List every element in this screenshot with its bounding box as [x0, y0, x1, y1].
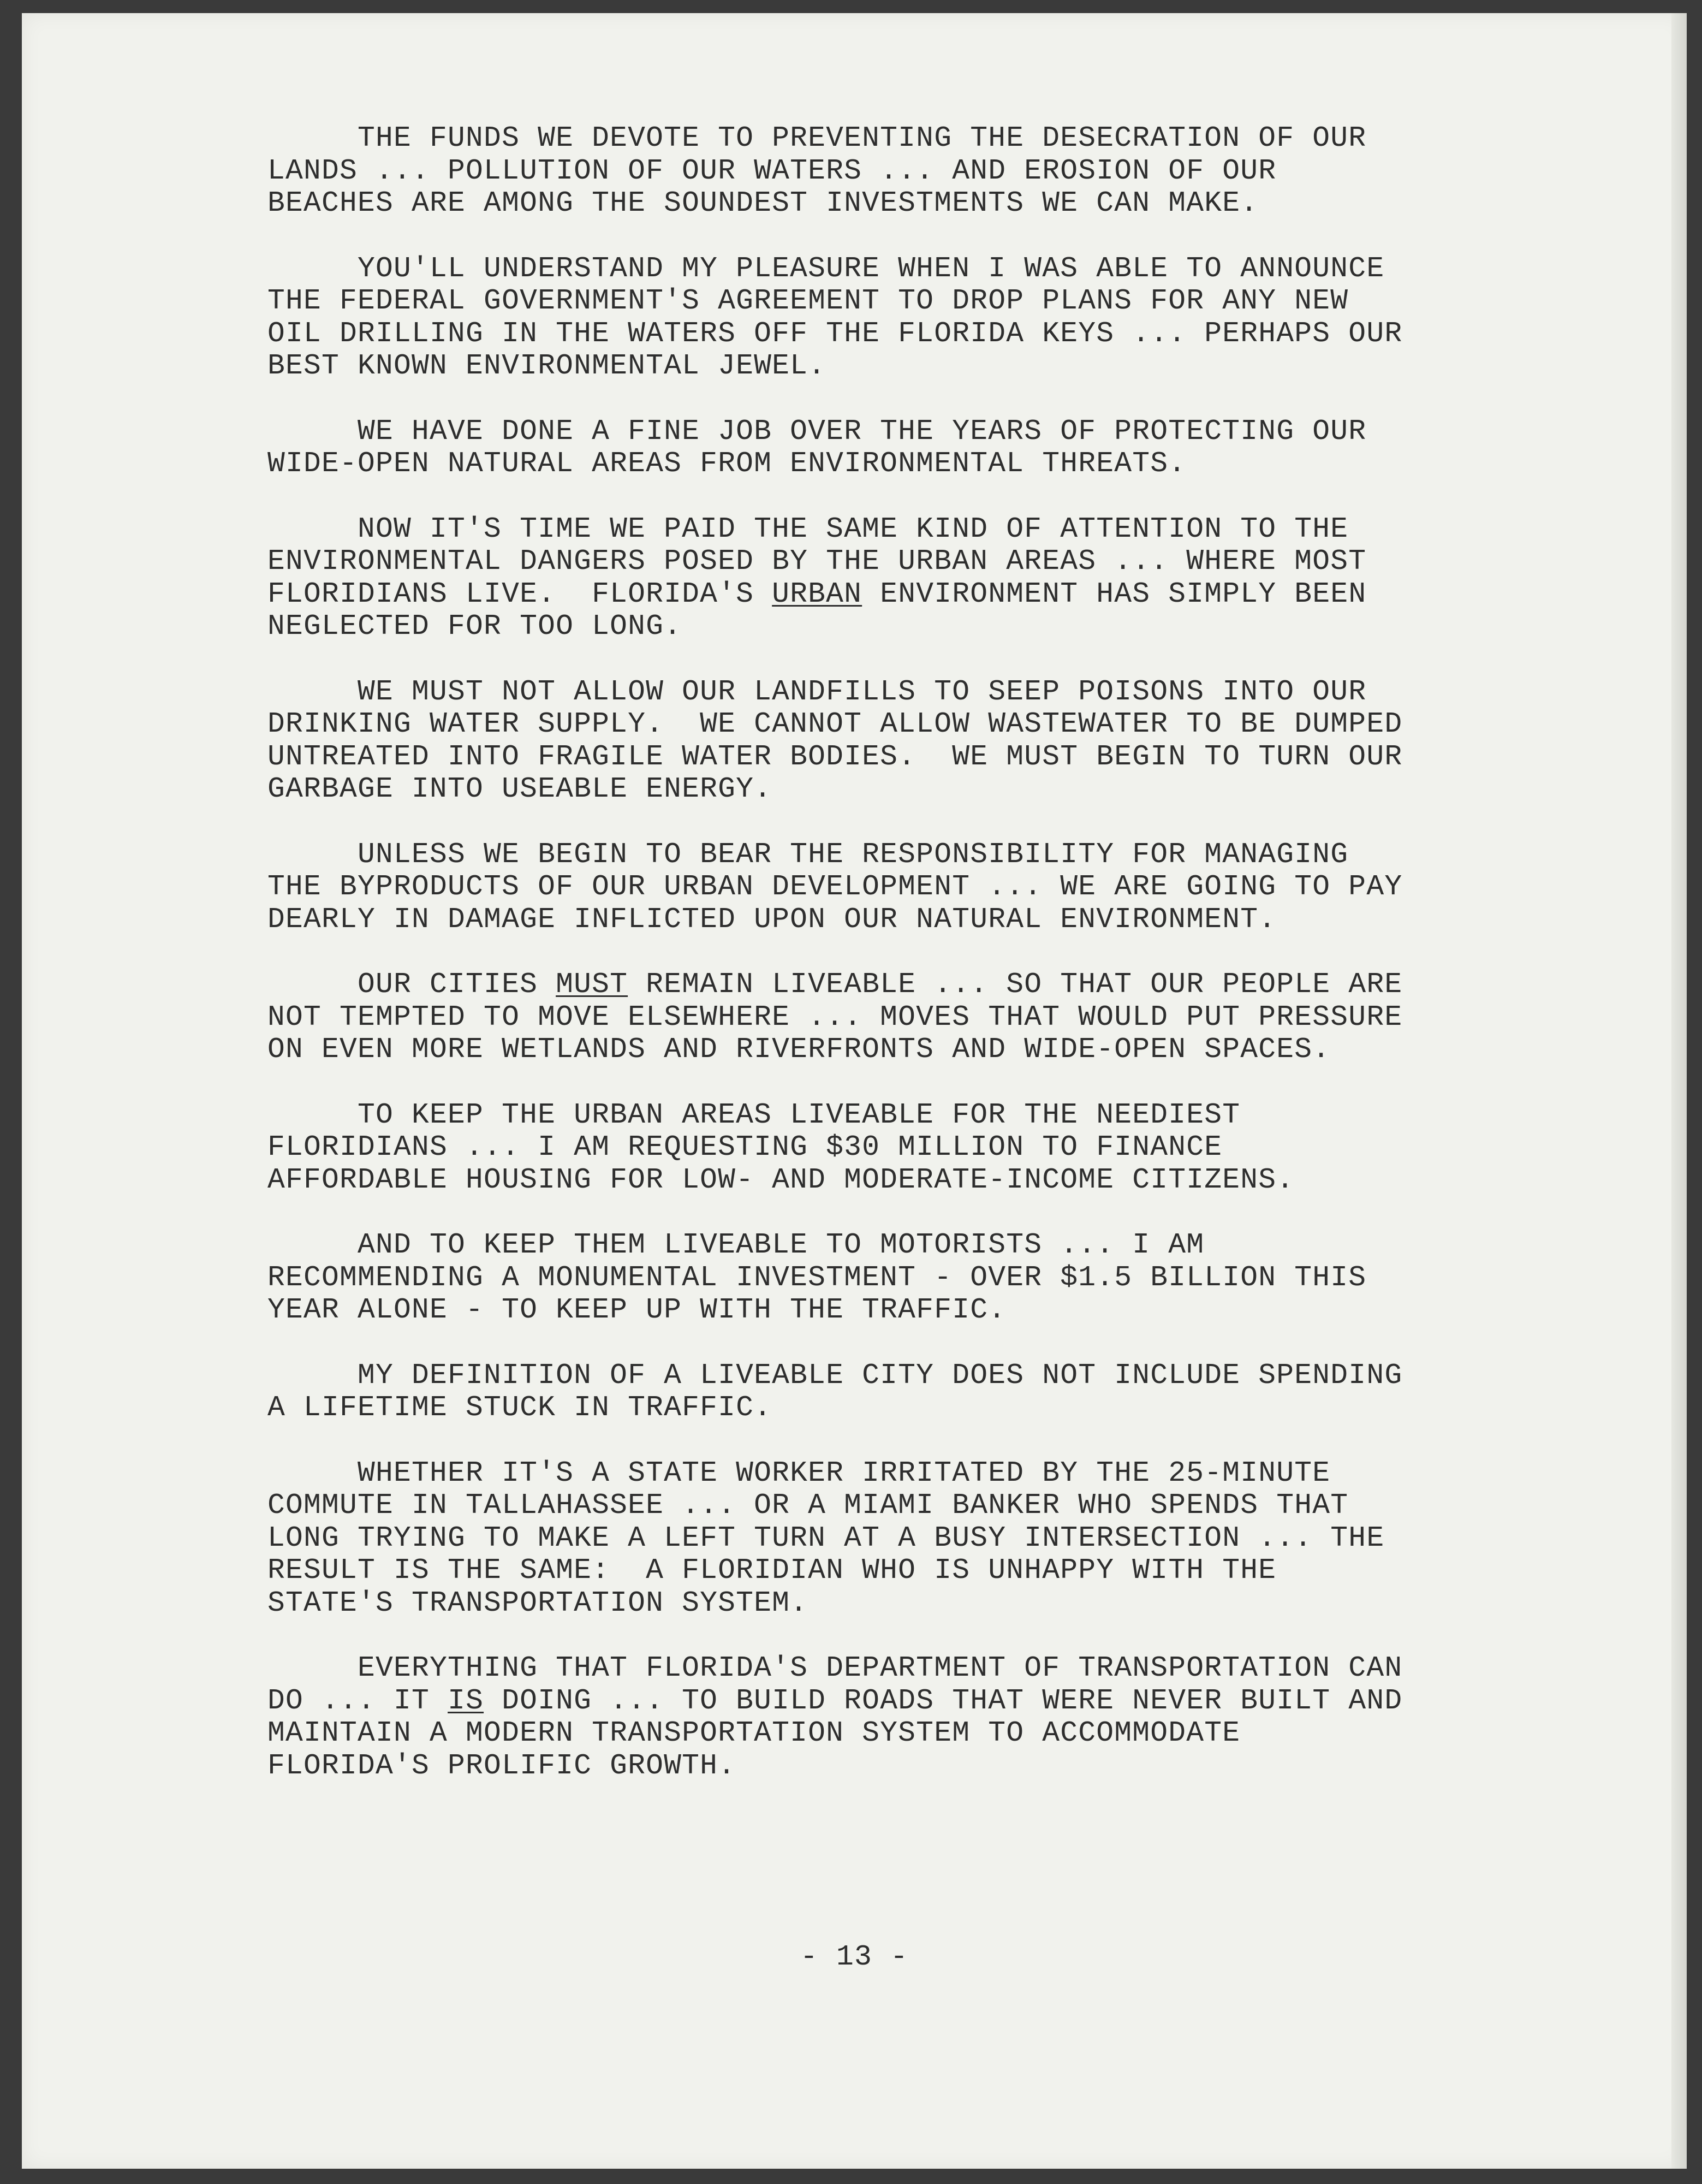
text-segment: THE BYPRODUCTS OF OUR URBAN DEVELOPMENT ... WE ARE GOING TO PAY	[267, 870, 1403, 903]
text-line	[267, 1457, 1578, 1490]
page-edge	[1671, 13, 1687, 2169]
text-segment: COMMUTE IN TALLAHASSEE ... OR A MIAMI BANKER WHO SPENDS THAT	[267, 1489, 1349, 1522]
paragraph	[267, 1652, 1578, 1782]
text-line	[267, 187, 1578, 220]
text-segment: UNTREATED INTO FRAGILE WATER BODIES. WE MUST BEGIN TO TURN OUR	[267, 740, 1403, 773]
text-segment: WHETHER IT'S A STATE WORKER IRRITATED BY THE 25-MINUTE	[267, 1456, 1331, 1489]
text-line	[267, 1131, 1578, 1164]
paragraph	[267, 1099, 1578, 1197]
text-line	[267, 839, 1578, 871]
text-segment: YOU'LL UNDERSTAND MY PLEASURE WHEN I WAS ABLE TO ANNOUNCE	[267, 252, 1385, 285]
underlined-word: MUST	[556, 968, 628, 1001]
text-line	[267, 1489, 1578, 1522]
text-segment: UNLESS WE BEGIN TO BEAR THE RESPONSIBILITY FOR MANAGING	[267, 838, 1349, 871]
text-segment: NEGLECTED FOR TOO LONG.	[267, 610, 682, 643]
paragraph	[267, 1229, 1578, 1327]
text-line	[267, 1360, 1578, 1392]
text-segment: YEAR ALONE - TO KEEP UP WITH THE TRAFFIC.	[267, 1293, 1007, 1326]
text-line	[267, 1652, 1578, 1685]
underlined-word: URBAN	[772, 577, 862, 610]
text-segment: OUR CITIES	[267, 968, 556, 1001]
text-segment: TO KEEP THE URBAN AREAS LIVEABLE FOR THE NEEDIEST	[267, 1098, 1241, 1131]
text-line	[267, 1717, 1578, 1750]
text-segment: ENVIRONMENTAL DANGERS POSED BY THE URBAN AREAS ... WHERE MOST	[267, 545, 1367, 578]
paragraph	[267, 416, 1578, 480]
text-segment: WIDE-OPEN NATURAL AREAS FROM ENVIRONMENTAL THREATS.	[267, 447, 1187, 480]
text-segment: NOW IT'S TIME WE PAID THE SAME KIND OF ATTENTION TO THE	[267, 512, 1349, 545]
text-line	[267, 1229, 1578, 1262]
text-line	[267, 1587, 1578, 1620]
text-line	[267, 610, 1578, 643]
text-segment: NOT TEMPTED TO MOVE ELSEWHERE ... MOVES THAT WOULD PUT PRESSURE	[267, 1000, 1403, 1034]
text-line	[267, 871, 1578, 904]
text-segment: AFFORDABLE HOUSING FOR LOW- AND MODERATE-INCOME CITIZENS.	[267, 1163, 1295, 1196]
text-line	[267, 448, 1578, 480]
text-segment: WE MUST NOT ALLOW OUR LANDFILLS TO SEEP POISONS INTO OUR	[267, 675, 1367, 708]
document-page	[22, 13, 1687, 2169]
text-line	[267, 676, 1578, 709]
text-segment: LANDS ... POLLUTION OF OUR WATERS ... AND EROSION OF OUR	[267, 154, 1277, 187]
text-line	[267, 350, 1578, 383]
text-line	[267, 1392, 1578, 1425]
text-segment: THE FUNDS WE DEVOTE TO PREVENTING THE DESECRATION OF OUR	[267, 122, 1367, 155]
underlined-word: IS	[448, 1684, 484, 1717]
text-line	[267, 416, 1578, 448]
text-line	[267, 253, 1578, 286]
text-segment: GARBAGE INTO USEABLE ENERGY.	[267, 773, 772, 805]
text-segment: ENVIRONMENT HAS SIMPLY BEEN	[862, 577, 1367, 610]
text-segment: DEARLY IN DAMAGE INFLICTED UPON OUR NATURAL ENVIRONMENT.	[267, 903, 1277, 936]
text-segment: ON EVEN MORE WETLANDS AND RIVERFRONTS AND WIDE-OPEN SPACES.	[267, 1033, 1331, 1066]
text-segment: MAINTAIN A MODERN TRANSPORTATION SYSTEM TO ACCOMMODATE	[267, 1717, 1241, 1749]
text-line	[267, 1685, 1578, 1718]
text-segment: RECOMMENDING A MONUMENTAL INVESTMENT - OVER $1.5 BILLION THIS	[267, 1261, 1367, 1294]
text-segment: RESULT IS THE SAME: A FLORIDIAN WHO IS UNHAPPY WITH THE	[267, 1554, 1277, 1587]
text-line	[267, 318, 1578, 351]
text-segment: DO ... IT	[267, 1684, 448, 1717]
text-line	[267, 285, 1578, 318]
paragraph	[267, 1360, 1578, 1425]
text-line	[267, 513, 1578, 546]
text-line	[267, 1099, 1578, 1132]
text-line	[267, 708, 1578, 741]
text-segment: OIL DRILLING IN THE WATERS OFF THE FLORIDA KEYS ... PERHAPS OUR	[267, 317, 1403, 350]
paragraph	[267, 253, 1578, 383]
text-line	[267, 969, 1578, 1001]
paragraph	[267, 969, 1578, 1066]
text-line	[267, 1294, 1578, 1327]
paragraph	[267, 676, 1578, 806]
text-segment: LONG TRYING TO MAKE A LEFT TURN AT A BUSY INTERSECTION ... THE	[267, 1521, 1385, 1554]
text-line	[267, 1750, 1578, 1783]
paragraph	[267, 122, 1578, 220]
text-line	[267, 545, 1578, 578]
text-segment: MY DEFINITION OF A LIVEABLE CITY DOES NOT INCLUDE SPENDING	[267, 1358, 1403, 1392]
text-segment: WE HAVE DONE A FINE JOB OVER THE YEARS OF PROTECTING OUR	[267, 414, 1367, 448]
text-segment: STATE'S TRANSPORTATION SYSTEM.	[267, 1586, 808, 1619]
text-line	[267, 122, 1578, 155]
text-line	[267, 1001, 1578, 1034]
page-number: - 13 -	[800, 1940, 909, 1973]
text-line	[267, 773, 1578, 806]
paragraph	[267, 513, 1578, 643]
text-segment: FLORIDA'S PROLIFIC GROWTH.	[267, 1749, 736, 1782]
text-segment: DOING ... TO BUILD ROADS THAT WERE NEVER BUILT AND	[484, 1684, 1403, 1717]
text-segment: REMAIN LIVEABLE ... SO THAT OUR PEOPLE ARE	[628, 968, 1403, 1001]
text-segment: AND TO KEEP THEM LIVEABLE TO MOTORISTS ... I AM	[267, 1228, 1205, 1261]
text-line	[267, 1522, 1578, 1555]
text-segment: DRINKING WATER SUPPLY. WE CANNOT ALLOW WASTEWATER TO BE DUMPED	[267, 708, 1403, 740]
text-segment: THE FEDERAL GOVERNMENT'S AGREEMENT TO DROP PLANS FOR ANY NEW	[267, 284, 1349, 317]
text-segment: FLORIDIANS ... I AM REQUESTING $30 MILLION TO FINANCE	[267, 1131, 1223, 1164]
text-line	[267, 1164, 1578, 1197]
text-segment: A LIFETIME STUCK IN TRAFFIC.	[267, 1391, 772, 1424]
paragraph	[267, 839, 1578, 936]
text-line	[267, 904, 1578, 936]
text-line	[267, 155, 1578, 188]
text-segment: BEST KNOWN ENVIRONMENTAL JEWEL.	[267, 349, 826, 382]
text-line	[267, 1034, 1578, 1066]
text-line	[267, 578, 1578, 611]
paragraph	[267, 1457, 1578, 1620]
document-body	[267, 122, 1578, 1815]
text-line	[267, 1262, 1578, 1295]
text-segment: EVERYTHING THAT FLORIDA'S DEPARTMENT OF TRANSPORTATION CAN	[267, 1652, 1403, 1684]
text-segment: BEACHES ARE AMONG THE SOUNDEST INVESTMENTS WE CAN MAKE.	[267, 187, 1259, 219]
text-line	[267, 741, 1578, 774]
text-segment: FLORIDIANS LIVE. FLORIDA'S	[267, 577, 772, 610]
text-line	[267, 1554, 1578, 1587]
